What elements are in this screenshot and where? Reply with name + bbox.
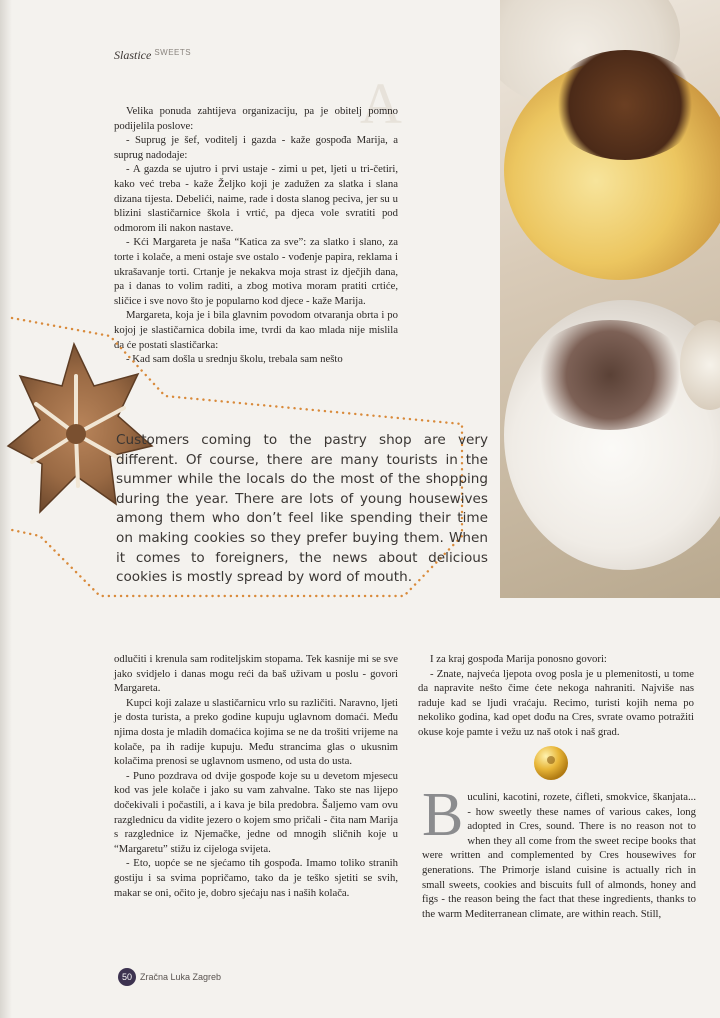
section-title-english: SWEETS: [154, 48, 192, 57]
drop-cap: B: [422, 781, 464, 849]
paragraph: Margareta, koja je i bila glavnim povodom otvaranja obrta i po kojoj je slastičarnica dobila ime, tvrdi da kao mlada nije mislila da će postati slastičarka:: [114, 309, 398, 351]
english-intro-text: uculini, kacotini, rozete, ćifleti, smokvice, škanjata... - how sweetly these names of various cakes, long adopted in Cres, sound. There is no reason not to when they all come from the sweet recipe books that were written and complemented by Cres housewives for generations. The Primorje island cuisine is actually rich in small sweets, cookies and biscuits full of almonds, honey and figs - the reason being the fact that these ingredients, thanks to the warm Mediterranean climate, are within reach. Still,: [422, 791, 696, 920]
cookie-image-chocolate-top: [550, 50, 700, 160]
paragraph: odlučiti i krenula sam roditeljskim stopama. Tek kasnije mi se sve jako svidjelo i danas mogu reći da baš uživam u poslu - govori Margareta.: [114, 653, 398, 695]
cookie-image-filling: [530, 320, 690, 430]
paragraph: - Puno pozdrava od dvije gospođe koje su u devetom mjesecu kod vas jele kolače i jako su vam zahvalne. Tako ste nas lijepo dočekivali i počastili, a i kava je bila predobra. Šaljemo vam ovu razglednicu da vidite jezero o kojem smo pričali - čita nam Marija s razglednice iz Njemačke, jedne od mnogih sličnih koje u “Margaretu” stižu iz cijeloga svijeta.: [114, 769, 398, 855]
paragraph: Kupci koji zalaze u slastičarnicu vrlo su različiti. Naravno, ljeti je dosta turista, a preko godine kupuju uglavnom domaći. Među njima dosta je mladih domaćica kojima se ne da trošiti vrijeme na kolače, pa ih radije kupuju. Među strancima glas o ukusnim kolačima prenosi se uglavnom usmeno, od usta do usta.: [114, 696, 398, 768]
cookies-photo: [500, 0, 720, 598]
publication-name: Zračna Luka Zagreb: [140, 972, 222, 982]
page-footer: [118, 968, 221, 986]
paragraph: - Kad sam došla u srednju školu, trebala sam nešto: [126, 353, 343, 366]
pull-quote: Customers coming to the pastry shop are very different. Of course, there are many tourists in the summer while the locals do the most of the shopping during the year. There are lots of young housewives among them who don’t feel like spending their time on making cookies so they prefer buying them. When it comes to foreigners, the news about delicious cookies is mostly spread by word of mouth.: [116, 432, 488, 586]
paragraph: - A gazda se ujutro i prvi ustaje - zimi u pet, ljeti u tri-četiri, kako već treba - kaže Željko koji je zadužen za slatka i slana dizana tijesta. Debelići, naime, rade i dosta slanog peciva, jer su u blizini slastičarnice škola i vrtić, pa djeca vole svratiti pod odmorom ili nakon nastave.: [114, 163, 398, 234]
page-number: 50: [118, 968, 136, 986]
english-intro: [422, 781, 696, 921]
decorative-watermark: A: [360, 71, 402, 136]
section-header: [114, 48, 191, 63]
paragraph: - Kći Margareta je naša “Katica za sve”: za slatko i slano, za torte i kolače, a meni ostaje sve ostalo - vođenje papira, reklama i ukrašavanje torti. Crtanje je nekakva moja strast iz dječjih dana, pa i danas to volim raditi, a zbog motiva moram pratiti crtiće, sličice i sve novo što je popularno kod djece - kaže Marija.: [114, 236, 398, 307]
decorative-ball-icon: [531, 742, 571, 782]
paragraph: I za kraj gospođa Marija ponosno govori:: [430, 653, 607, 665]
paragraph: - Znate, najveća ljepota ovog posla je u plemenitosti, u tome da napravite nešto čime ćete nekoga nahraniti. Najviše nas raduje kad se ljudi vraćaju. Recimo, turisti kojih nema po nekoliko godina, kad opet dođu na Cres, svrate ovamo potražiti okuse koje pamte i vežu uz naš otok i naš grad.: [418, 667, 694, 738]
article-column-right: [418, 652, 694, 740]
article-column-left: [114, 652, 398, 900]
section-title: Slastice: [114, 48, 152, 62]
paragraph: Velika ponuda zahtijeva organizaciju, pa je obitelj pomno podijelila poslove:: [114, 105, 398, 132]
paragraph: - Eto, uopće se ne sjećamo tih gospođa. Imamo toliko stranih gostiju i sa svima popričamo, tako da je teško sjetiti se svih, makar se oni, očito je, dobro sjećaju nas i naših kolača.: [114, 857, 398, 899]
paragraph: - Suprug je šef, voditelj i gazda - kaže gospođa Marija, a suprug nadodaje:: [114, 134, 398, 161]
